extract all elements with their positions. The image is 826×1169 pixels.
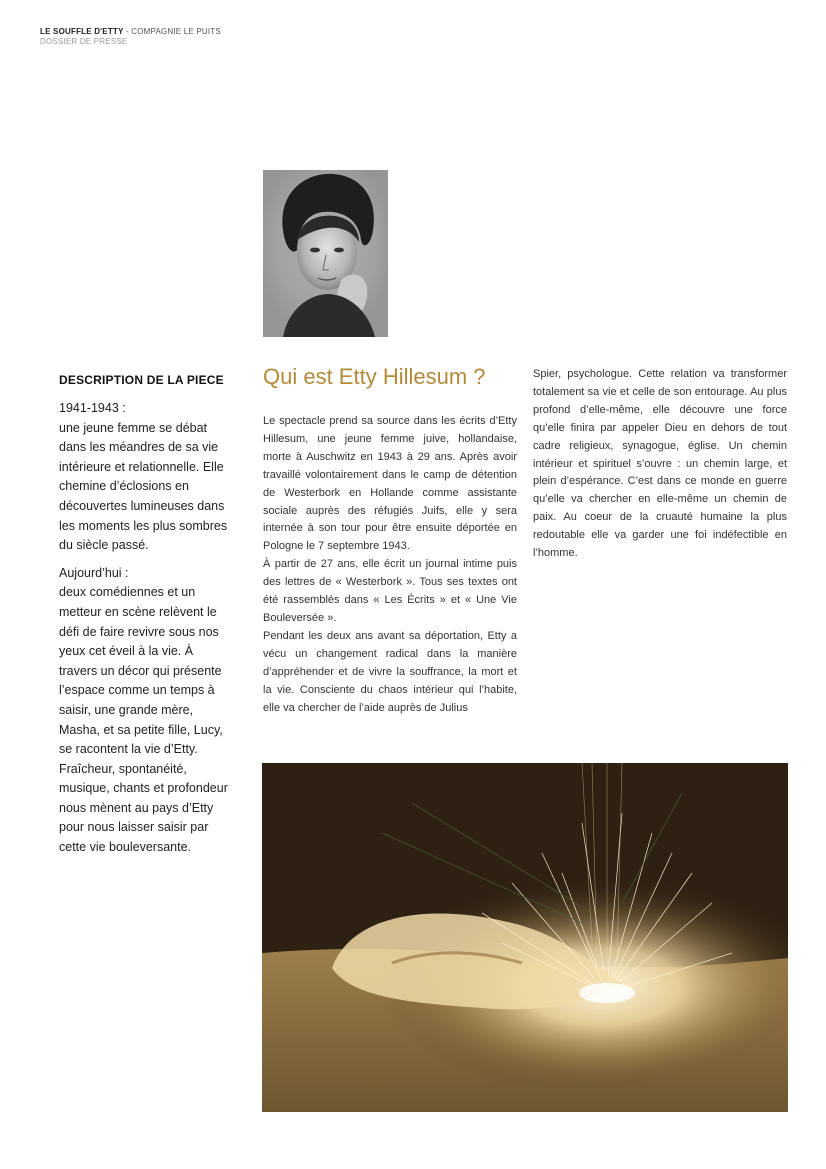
page-header bbox=[40, 27, 221, 47]
piece-description bbox=[59, 373, 229, 866]
sidebar-heading: DESCRIPTION DE LA PIECE bbox=[59, 373, 224, 387]
header-subtitle: DOSSIER DE PRESSE bbox=[40, 37, 128, 46]
article-paragraph: À partir de 27 ans, elle écrit un journal intime puis des lettres de « Westerbork ». Tous ses textes ont été rassemblés dans « Les Écrits » et « Une Vie Bouleversée ». bbox=[263, 558, 517, 624]
main-title: Qui est Etty Hillesum ? bbox=[263, 364, 486, 389]
header-title bbox=[40, 27, 221, 37]
sidebar-paragraph: 1941-1943 : bbox=[59, 401, 126, 415]
article-paragraph: Pendant les deux ans avant sa déportation, Etty a vécu un changement radical dans la manière d’appréhender et de vivre la souffrance, la mort et la vie. Consciente du chaos intérieur qui l’habite, elle va chercher de l’aide auprès de Julius bbox=[263, 629, 517, 714]
portrait-photo bbox=[263, 170, 388, 337]
stage-photo bbox=[262, 763, 788, 1112]
header-title-company: - COMPAGNIE LE PUITS bbox=[123, 27, 221, 36]
sidebar-paragraph: Aujourd’hui : bbox=[59, 565, 129, 580]
article-paragraph: Le spectacle prend sa source dans les écrits d’Etty Hillesum, une jeune femme juive, hollandaise, morte à Auschwitz en 1943 à 29 ans. Après avoir travaillé volontairement dans le camp de détention de Westerbork en Hollande comme assistante sociale auprès des réfugiés Juifs, elle y sera internée à son tour pour être ensuite déportée en Pologne le 7 septembre 1943. bbox=[263, 415, 517, 553]
sidebar-paragraph: deux comédiennes et un metteur en scène relèvent le défi de faire revivre sous nos yeux cet éveil à la vie. À travers un décor qui présente l’espace comme un temps à saisir, une grande mère, Masha, et sa petite fille, Lucy, se racontent la vie d’Etty. Fraîcheur, spontanéité, musique, chants et profondeur nous mènent au pays d’Etty pour nous laisser saisir par cette vie bouleversante. bbox=[59, 585, 228, 855]
header-title-strong: LE SOUFFLE D'ETTY bbox=[40, 27, 124, 36]
sidebar-paragraph: une jeune femme se débat dans les méandres de sa vie intérieure et relationnelle. Elle chemine d’éclosions en découvertes lumineuses dans les moments les plus sombres du siècle passé. bbox=[59, 420, 228, 553]
article-column-2 bbox=[533, 366, 787, 563]
portrait-illustration bbox=[263, 170, 388, 337]
article-column-1 bbox=[263, 413, 517, 717]
sand-fountain-illustration bbox=[262, 763, 788, 1112]
article-paragraph: Spier, psychologue. Cette relation va transformer totalement sa vie et celle de son entourage. Au plus profond d’elle-même, elle découvre une force qu’elle finira par appeler Dieu en dehors de tout cadre religieux, synagogue, église. Un chemin intérieur et spirituel s’ouvre : un chemin large, et plein d’espérance. C’est dans ce monde en guerre qu’elle va chercher en elle-même un chemin de paix. Au coeur de la cruauté humaine la plus redoutable elle va garder une foi indéfectible en l’homme. bbox=[533, 368, 787, 560]
